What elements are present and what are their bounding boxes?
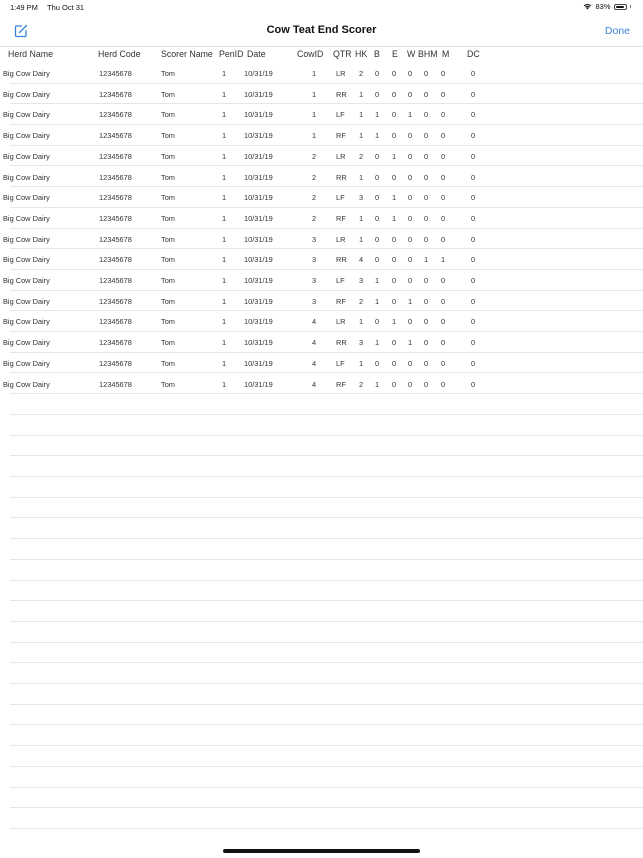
cell-pen-id: 1 (221, 317, 227, 327)
cell-bhm: 0 (423, 317, 429, 327)
cell-m: 0 (440, 338, 446, 348)
cell-m: 0 (440, 234, 446, 244)
cell-b: 1 (374, 296, 380, 306)
cell-herd-name: Big Cow Dairy (3, 172, 50, 182)
cell-bhm: 0 (423, 276, 429, 285)
cell-w: 0 (407, 131, 413, 141)
cell-herd-name: Big Cow Dairy (3, 276, 50, 285)
cell-bhm: 0 (423, 89, 429, 99)
cell-scorer-name: Tom (161, 151, 175, 161)
cell-w: 0 (407, 172, 413, 182)
table-row[interactable] (0, 270, 643, 291)
cell-qtr: LR (336, 69, 346, 78)
cell-w: 1 (407, 296, 413, 306)
cell-w: 0 (407, 358, 413, 368)
cell-pen-id: 1 (221, 379, 227, 389)
row-separator (10, 766, 643, 767)
table-row[interactable] (0, 208, 643, 229)
cell-b: 0 (374, 234, 380, 244)
wifi-icon (583, 3, 592, 10)
cell-bhm: 1 (423, 255, 429, 265)
cell-pen-id: 1 (221, 193, 227, 203)
cell-qtr: RR (336, 172, 347, 182)
cell-bhm: 0 (423, 151, 429, 161)
cell-hk: 4 (358, 255, 364, 265)
cell-pen-id: 1 (221, 296, 227, 306)
cell-herd-code: 12345678 (99, 276, 132, 285)
cell-herd-code: 12345678 (99, 296, 132, 306)
page-title: Cow Teat End Scorer (266, 24, 377, 36)
cell-scorer-name: Tom (161, 193, 175, 203)
cell-cow-id: 4 (311, 379, 317, 389)
cell-b: 0 (374, 255, 380, 265)
cell-hk: 1 (358, 89, 364, 99)
row-separator (10, 476, 643, 477)
cell-qtr: LF (336, 358, 345, 368)
cell-m: 0 (440, 151, 446, 161)
cell-herd-code: 12345678 (99, 317, 132, 327)
row-separator (10, 787, 643, 788)
cell-b: 0 (374, 358, 380, 368)
cell-m: 0 (440, 193, 446, 203)
navigation-bar (0, 16, 643, 47)
cell-dc: 0 (470, 234, 476, 244)
cell-m: 0 (440, 89, 446, 99)
table-row[interactable] (0, 63, 643, 84)
cell-scorer-name: Tom (161, 69, 175, 78)
done-button[interactable]: Done (604, 25, 630, 37)
cell-cow-id: 1 (311, 131, 317, 141)
cell-herd-code: 12345678 (99, 255, 132, 265)
cell-hk: 1 (358, 131, 364, 141)
cell-cow-id: 3 (311, 276, 317, 285)
cell-date: 10/31/19 (244, 317, 273, 327)
cell-b: 0 (374, 89, 380, 99)
cell-w: 0 (407, 234, 413, 244)
header-m: M (442, 49, 450, 59)
cell-pen-id: 1 (221, 255, 227, 265)
cell-m: 0 (440, 69, 446, 78)
cell-w: 0 (407, 213, 413, 223)
cell-qtr: LR (336, 234, 346, 244)
cell-m: 0 (440, 379, 446, 389)
cell-m: 0 (440, 110, 446, 120)
cell-qtr: RR (336, 255, 347, 265)
cell-dc: 0 (470, 151, 476, 161)
row-separator (10, 828, 643, 829)
header-qtr: QTR (333, 49, 352, 59)
header-cow-id: CowID (297, 49, 324, 59)
cell-e: 0 (391, 276, 397, 285)
cell-herd-code: 12345678 (99, 110, 132, 120)
status-time: 1:49 PM (10, 3, 38, 12)
cell-e: 0 (391, 89, 397, 99)
row-separator (10, 435, 643, 436)
cell-m: 1 (440, 255, 446, 265)
table-row[interactable] (0, 146, 643, 167)
cell-date: 10/31/19 (244, 110, 273, 120)
cell-bhm: 0 (423, 379, 429, 389)
cell-b: 1 (374, 338, 380, 348)
battery-icon (614, 4, 627, 10)
cell-bhm: 0 (423, 213, 429, 223)
cell-m: 0 (440, 213, 446, 223)
cell-date: 10/31/19 (244, 358, 273, 368)
cell-herd-name: Big Cow Dairy (3, 151, 50, 161)
cell-pen-id: 1 (221, 110, 227, 120)
cell-hk: 1 (358, 110, 364, 120)
cell-date: 10/31/19 (244, 255, 273, 265)
cell-herd-name: Big Cow Dairy (3, 89, 50, 99)
cell-w: 1 (407, 338, 413, 348)
cell-e: 1 (391, 213, 397, 223)
cell-e: 0 (391, 69, 397, 78)
cell-b: 0 (374, 69, 380, 78)
cell-m: 0 (440, 172, 446, 182)
cell-dc: 0 (470, 131, 476, 141)
cell-dc: 0 (470, 89, 476, 99)
cell-bhm: 0 (423, 193, 429, 203)
status-bar (0, 0, 643, 16)
cell-cow-id: 2 (311, 213, 317, 223)
cell-dc: 0 (470, 172, 476, 182)
cell-e: 0 (391, 358, 397, 368)
cell-cow-id: 3 (311, 296, 317, 306)
cell-b: 1 (374, 379, 380, 389)
cell-date: 10/31/19 (244, 151, 273, 161)
cell-hk: 3 (358, 276, 364, 285)
cell-herd-code: 12345678 (99, 358, 132, 368)
cell-scorer-name: Tom (161, 379, 175, 389)
cell-herd-code: 12345678 (99, 172, 132, 182)
cell-hk: 3 (358, 338, 364, 348)
cell-herd-name: Big Cow Dairy (3, 131, 50, 141)
cell-date: 10/31/19 (244, 338, 273, 348)
table-row[interactable] (0, 249, 643, 270)
cell-b: 1 (374, 131, 380, 141)
cell-date: 10/31/19 (244, 193, 273, 203)
row-separator (10, 683, 643, 684)
table-header (0, 49, 643, 63)
cell-hk: 2 (358, 69, 364, 78)
cell-scorer-name: Tom (161, 89, 175, 99)
cell-w: 0 (407, 69, 413, 78)
cell-e: 1 (391, 193, 397, 203)
header-b: B (374, 49, 380, 59)
cell-w: 0 (407, 276, 413, 285)
cell-scorer-name: Tom (161, 338, 175, 348)
cell-hk: 1 (358, 213, 364, 223)
cell-hk: 2 (358, 379, 364, 389)
cell-herd-name: Big Cow Dairy (3, 379, 50, 389)
header-w: W (407, 49, 416, 59)
cell-hk: 2 (358, 296, 364, 306)
cell-herd-code: 12345678 (99, 131, 132, 141)
cell-qtr: RF (336, 296, 346, 306)
cell-bhm: 0 (423, 358, 429, 368)
cell-herd-code: 12345678 (99, 151, 132, 161)
cell-e: 0 (391, 234, 397, 244)
cell-dc: 0 (470, 255, 476, 265)
table-row[interactable] (0, 291, 643, 312)
cell-bhm: 0 (423, 110, 429, 120)
cell-e: 0 (391, 338, 397, 348)
cell-dc: 0 (470, 193, 476, 203)
cell-qtr: LF (336, 193, 345, 203)
status-indicators (583, 2, 631, 11)
row-separator (10, 621, 643, 622)
cell-scorer-name: Tom (161, 276, 175, 285)
cell-e: 1 (391, 151, 397, 161)
cell-date: 10/31/19 (244, 379, 273, 389)
cell-qtr: RF (336, 213, 346, 223)
row-separator (10, 414, 643, 415)
cell-herd-name: Big Cow Dairy (3, 193, 50, 203)
cell-dc: 0 (470, 317, 476, 327)
cell-b: 1 (374, 276, 380, 285)
cell-e: 0 (391, 296, 397, 306)
table-row[interactable] (0, 332, 643, 353)
cell-b: 0 (374, 193, 380, 203)
header-herd-name: Herd Name (8, 49, 53, 59)
cell-dc: 0 (470, 110, 476, 120)
cell-herd-name: Big Cow Dairy (3, 69, 50, 78)
cell-date: 10/31/19 (244, 89, 273, 99)
cell-herd-code: 12345678 (99, 379, 132, 389)
cell-pen-id: 1 (221, 89, 227, 99)
cell-pen-id: 1 (221, 151, 227, 161)
cell-b: 0 (374, 317, 380, 327)
cell-scorer-name: Tom (161, 317, 175, 327)
cell-pen-id: 1 (221, 276, 227, 285)
header-e: E (392, 49, 398, 59)
cell-pen-id: 1 (221, 213, 227, 223)
cell-qtr: LF (336, 276, 345, 285)
cell-qtr: LF (336, 110, 345, 120)
cell-m: 0 (440, 317, 446, 327)
cell-scorer-name: Tom (161, 358, 175, 368)
cell-herd-name: Big Cow Dairy (3, 317, 50, 327)
battery-tip (630, 5, 632, 8)
cell-bhm: 0 (423, 172, 429, 182)
cell-cow-id: 2 (311, 193, 317, 203)
header-bhm: BHM (418, 49, 438, 59)
cell-scorer-name: Tom (161, 255, 175, 265)
table-row[interactable] (0, 229, 643, 250)
cell-bhm: 0 (423, 69, 429, 78)
header-herd-code: Herd Code (98, 49, 141, 59)
row-separator (10, 600, 643, 601)
cell-b: 0 (374, 151, 380, 161)
status-date: Thu Oct 31 (47, 3, 85, 12)
cell-herd-name: Big Cow Dairy (3, 110, 50, 120)
header-pen-id: PenID (219, 49, 244, 59)
table-row[interactable] (0, 104, 643, 125)
cell-herd-name: Big Cow Dairy (3, 296, 50, 306)
cell-bhm: 0 (423, 338, 429, 348)
cell-w: 0 (407, 317, 413, 327)
cell-bhm: 0 (423, 296, 429, 306)
cell-cow-id: 4 (311, 338, 317, 348)
cell-herd-code: 12345678 (99, 338, 132, 348)
cell-e: 0 (391, 255, 397, 265)
cell-dc: 0 (470, 358, 476, 368)
cell-herd-name: Big Cow Dairy (3, 338, 50, 348)
cell-hk: 1 (358, 358, 364, 368)
cell-e: 0 (391, 172, 397, 182)
header-dc: DC (467, 49, 480, 59)
cell-w: 0 (407, 151, 413, 161)
cell-cow-id: 1 (311, 69, 317, 78)
cell-scorer-name: Tom (161, 131, 175, 141)
home-indicator[interactable] (223, 849, 420, 853)
cell-pen-id: 1 (221, 234, 227, 244)
cell-w: 0 (407, 379, 413, 389)
cell-hk: 3 (358, 193, 364, 203)
cell-dc: 0 (470, 276, 476, 285)
row-separator (10, 745, 643, 746)
cell-hk: 2 (358, 151, 364, 161)
cell-qtr: RR (336, 338, 347, 348)
cell-cow-id: 2 (311, 172, 317, 182)
cell-bhm: 0 (423, 131, 429, 141)
cell-hk: 1 (358, 172, 364, 182)
cell-dc: 0 (470, 69, 476, 78)
cell-herd-code: 12345678 (99, 193, 132, 203)
cell-w: 0 (407, 89, 413, 99)
cell-w: 1 (407, 110, 413, 120)
row-separator (10, 559, 643, 560)
cell-qtr: RF (336, 379, 346, 389)
cell-hk: 1 (358, 234, 364, 244)
cell-pen-id: 1 (221, 172, 227, 182)
cell-e: 0 (391, 110, 397, 120)
cell-dc: 0 (470, 213, 476, 223)
cell-b: 0 (374, 213, 380, 223)
cell-herd-code: 12345678 (99, 234, 132, 244)
cell-m: 0 (440, 131, 446, 141)
row-separator (10, 517, 643, 518)
row-separator (10, 580, 643, 581)
cell-pen-id: 1 (221, 131, 227, 141)
cell-cow-id: 4 (311, 358, 317, 368)
header-hk: HK (355, 49, 368, 59)
cell-m: 0 (440, 358, 446, 368)
cell-date: 10/31/19 (244, 296, 273, 306)
cell-dc: 0 (470, 379, 476, 389)
cell-scorer-name: Tom (161, 234, 175, 244)
cell-date: 10/31/19 (244, 213, 273, 223)
cell-m: 0 (440, 276, 446, 285)
cell-pen-id: 1 (221, 338, 227, 348)
cell-date: 10/31/19 (244, 276, 273, 285)
cell-w: 0 (407, 255, 413, 265)
cell-scorer-name: Tom (161, 172, 175, 182)
cell-e: 1 (391, 317, 397, 327)
cell-e: 0 (391, 379, 397, 389)
cell-cow-id: 3 (311, 255, 317, 265)
cell-cow-id: 3 (311, 234, 317, 244)
cell-cow-id: 1 (311, 110, 317, 120)
cell-cow-id: 2 (311, 151, 317, 161)
cell-herd-name: Big Cow Dairy (3, 234, 50, 244)
table-row[interactable] (0, 374, 643, 395)
table-row[interactable] (0, 311, 643, 332)
cell-pen-id: 1 (221, 69, 227, 78)
row-separator (10, 642, 643, 643)
table-row[interactable] (0, 353, 643, 374)
row-separator (10, 497, 643, 498)
table-row[interactable] (0, 167, 643, 188)
cell-m: 0 (440, 296, 446, 306)
cell-qtr: RF (336, 131, 346, 141)
cell-qtr: RR (336, 89, 347, 99)
cell-date: 10/31/19 (244, 234, 273, 244)
row-separator (10, 455, 643, 456)
cell-dc: 0 (470, 338, 476, 348)
cell-herd-name: Big Cow Dairy (3, 213, 50, 223)
row-separator (10, 807, 643, 808)
table-row[interactable] (0, 125, 643, 146)
cell-date: 10/31/19 (244, 69, 273, 78)
header-scorer-name: Scorer Name (161, 49, 213, 59)
cell-date: 10/31/19 (244, 172, 273, 182)
cell-herd-name: Big Cow Dairy (3, 255, 50, 265)
cell-e: 0 (391, 131, 397, 141)
cell-w: 0 (407, 193, 413, 203)
cell-bhm: 0 (423, 234, 429, 244)
cell-date: 10/31/19 (244, 131, 273, 141)
row-separator (10, 662, 643, 663)
cell-dc: 0 (470, 296, 476, 306)
cell-pen-id: 1 (221, 358, 227, 368)
battery-percent: 83% (595, 2, 611, 11)
cell-cow-id: 4 (311, 317, 317, 327)
cell-herd-code: 12345678 (99, 69, 132, 78)
cell-scorer-name: Tom (161, 110, 175, 120)
cell-qtr: LR (336, 317, 346, 327)
cell-herd-code: 12345678 (99, 89, 132, 99)
cell-scorer-name: Tom (161, 296, 175, 306)
cell-herd-name: Big Cow Dairy (3, 358, 50, 368)
row-separator (10, 704, 643, 705)
row-separator (10, 538, 643, 539)
header-date: Date (247, 49, 266, 59)
table-row[interactable] (0, 84, 643, 105)
cell-hk: 1 (358, 317, 364, 327)
table-row[interactable] (0, 187, 643, 208)
cell-b: 1 (374, 110, 380, 120)
cell-herd-code: 12345678 (99, 213, 132, 223)
cell-b: 0 (374, 172, 380, 182)
row-separator (10, 724, 643, 725)
cell-qtr: LR (336, 151, 346, 161)
cell-scorer-name: Tom (161, 213, 175, 223)
cell-cow-id: 1 (311, 89, 317, 99)
